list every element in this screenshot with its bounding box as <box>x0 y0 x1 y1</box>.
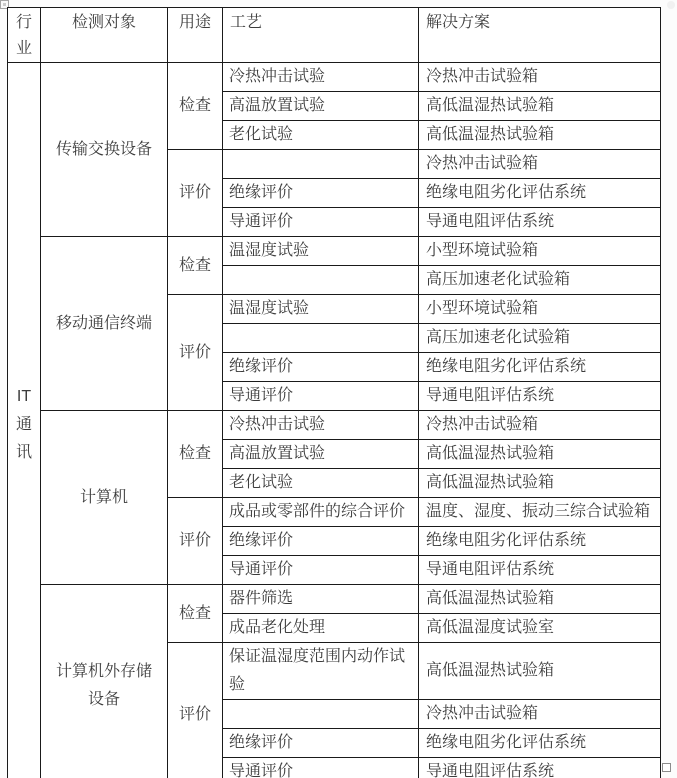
process-cell: 高温放置试验 <box>223 92 419 121</box>
table-row <box>8 585 661 614</box>
solution-cell: 绝缘电阻劣化评估系统 <box>419 353 661 382</box>
object-cell: 计算机 <box>41 411 168 585</box>
solution-cell: 导通电阻评估系统 <box>419 382 661 411</box>
column-header-industry: 行业 <box>8 8 41 63</box>
object-cell: 传输交换设备 <box>41 63 168 237</box>
process-cell <box>223 324 419 353</box>
process-cell: 绝缘评价 <box>223 179 419 208</box>
column-header-solution: 解决方案 <box>419 8 661 63</box>
purpose-cell: 检查 <box>168 411 223 498</box>
process-cell: 高温放置试验 <box>223 440 419 469</box>
process-cell: 绝缘评价 <box>223 729 419 758</box>
process-cell: 成品老化处理 <box>223 614 419 643</box>
solution-cell: 高低温湿热试验箱 <box>419 440 661 469</box>
solution-cell: 高低温湿热试验箱 <box>419 469 661 498</box>
process-cell: 导通评价 <box>223 208 419 237</box>
process-cell: 老化试验 <box>223 121 419 150</box>
solution-cell: 导通电阻评估系统 <box>419 208 661 237</box>
solution-cell: 温度、湿度、振动三综合试验箱 <box>419 498 661 527</box>
purpose-cell: 评价 <box>168 295 223 411</box>
solution-cell: 冷热冲击试验箱 <box>419 700 661 729</box>
table-row <box>8 237 661 266</box>
process-cell: 导通评价 <box>223 758 419 778</box>
header-row <box>8 8 661 63</box>
solution-cell: 冷热冲击试验箱 <box>419 150 661 179</box>
column-header-object: 检测对象 <box>41 8 168 63</box>
solution-cell: 小型环境试验箱 <box>419 295 661 324</box>
process-cell: 冷热冲击试验 <box>223 411 419 440</box>
purpose-cell: 检查 <box>168 63 223 150</box>
process-cell: 器件筛选 <box>223 585 419 614</box>
process-cell <box>223 266 419 295</box>
column-header-purpose: 用途 <box>168 8 223 63</box>
process-cell: 老化试验 <box>223 469 419 498</box>
process-cell: 绝缘评价 <box>223 353 419 382</box>
it-comm-solutions-table <box>7 7 661 778</box>
solution-cell: 导通电阻评估系统 <box>419 758 661 778</box>
corner-ghost-mark <box>667 1 675 9</box>
process-cell <box>223 700 419 729</box>
table-body <box>8 63 661 778</box>
process-cell: 绝缘评价 <box>223 527 419 556</box>
solution-cell: 高低温湿度试验室 <box>419 614 661 643</box>
object-cell: 计算机外存储设备 <box>41 585 168 778</box>
solution-cell: 高低温湿热试验箱 <box>419 585 661 614</box>
table-resize-handle[interactable] <box>662 763 671 772</box>
table-row <box>8 411 661 440</box>
process-cell <box>223 150 419 179</box>
process-cell: 冷热冲击试验 <box>223 63 419 92</box>
table-row <box>8 63 661 92</box>
purpose-cell: 评价 <box>168 150 223 237</box>
solution-cell: 高压加速老化试验箱 <box>419 324 661 353</box>
purpose-cell: 检查 <box>168 585 223 643</box>
process-cell: 温湿度试验 <box>223 295 419 324</box>
solution-cell: 高压加速老化试验箱 <box>419 266 661 295</box>
solution-cell: 小型环境试验箱 <box>419 237 661 266</box>
solution-cell: 导通电阻评估系统 <box>419 556 661 585</box>
process-cell: 导通评价 <box>223 556 419 585</box>
solution-cell: 冷热冲击试验箱 <box>419 63 661 92</box>
purpose-cell: 评价 <box>168 498 223 585</box>
object-cell: 移动通信终端 <box>41 237 168 411</box>
industry-cell: IT通讯 <box>8 63 41 778</box>
purpose-cell: 检查 <box>168 237 223 295</box>
process-cell: 导通评价 <box>223 382 419 411</box>
solution-cell: 绝缘电阻劣化评估系统 <box>419 179 661 208</box>
purpose-cell: 评价 <box>168 643 223 778</box>
process-cell: 保证温湿度范围内动作试验 <box>223 643 419 700</box>
solution-cell: 高低温湿热试验箱 <box>419 92 661 121</box>
solution-cell: 绝缘电阻劣化评估系统 <box>419 729 661 758</box>
solution-cell: 高低温湿热试验箱 <box>419 643 661 700</box>
solution-cell: 绝缘电阻劣化评估系统 <box>419 527 661 556</box>
column-header-process: 工艺 <box>223 8 419 63</box>
process-cell: 成品或零部件的综合评价 <box>223 498 419 527</box>
process-cell: 温湿度试验 <box>223 237 419 266</box>
solution-cell: 高低温湿热试验箱 <box>419 121 661 150</box>
solution-cell: 冷热冲击试验箱 <box>419 411 661 440</box>
